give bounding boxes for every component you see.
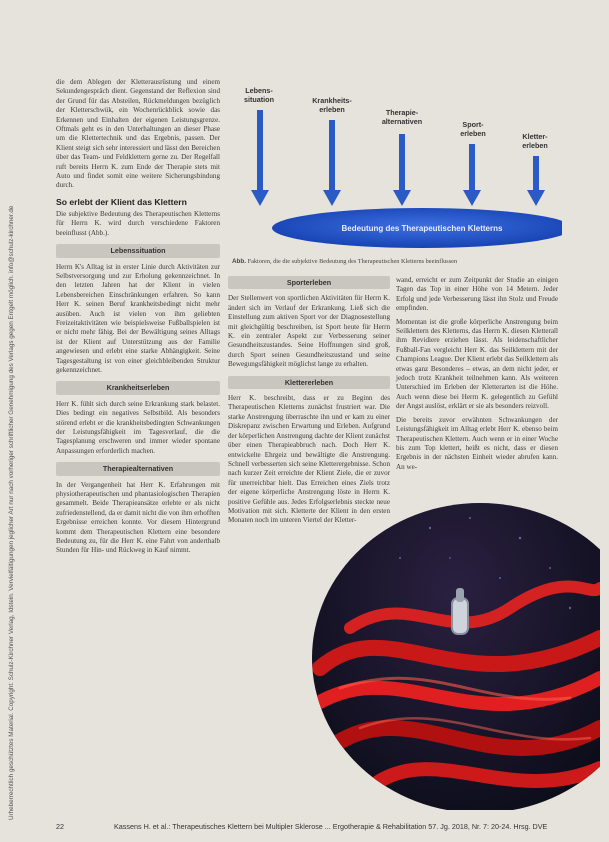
subheading-sporterleben: Sporterleben xyxy=(228,276,390,289)
intro-paragraph: die dem Ablegen der Kletterausrüstung und einem Sekundengespräch dient. Gegenstand der Reflexion sind der Grund für das Absteilen, Rückmeldungen bezüglich der Kletterschwük, ein Wochenrückblick sowie das Erkennen und Einhalten der eigenen Leistungsgrenze. Oftmals geht es in den Unterhaltungen an dieser Phase um die Klettertechnik und das Ergebnis, passen. Der Klient steigt sich sehr interessiert und lässt den Bereichen über das Team- und Feldklettern gerne zu. Der Regelfall ruft bereits Herrn K. zum Ende der Therapie stets mit Auto und findet somit eine weitere Sicherungsbindung durch. xyxy=(56,78,220,190)
arrow-klettererleben xyxy=(527,156,545,206)
column-right xyxy=(396,276,558,476)
footer-citation: Kassens H. et al.: Therapeutisches Klettern bei Multipler Sklerose ... Ergotherapie & Rehabilitation 57. Jg. 2018, Nr. 7: 20-24. Hrsg. DVE xyxy=(114,822,548,831)
subheading-krankheitserleben: Krankheitserleben xyxy=(56,381,220,394)
subheading-therapiealternativen: Therapiealternativen xyxy=(56,462,220,475)
paragraph-right-3: Die bereits zuvor erwähnten Schwankungen der Leistungsfähigkeit im Alltag erlebt Herr K. ebenso beim Therapeutischen Klettern. Auch wenn er in einer Woche bis zum Top klettert, heißt es nicht, dass er diesen Ergebnis in der nächsten Einheit wieder abrufen kann. An we- xyxy=(396,415,558,471)
figure-caption xyxy=(232,258,562,265)
paragraph-right-2: Momentan ist die große körperliche Anstrengung beim Seilklettern des Kletterns, das Herrn K. diesen Kletterall ihm Revidiere erziehen lässt. Als leidenschaftlicher Fußball-Fan vergleicht Herr K. das Seilklettern mit der Champions League. Der Klient erlebt das Seilklettern als etwas ganz Besonderes – etwas, an dem nicht jeder, er jedoch trotz Krankheit teilnehmen kann. Als weiteren Unterschied im Erleben der Kletterarten ist die Höhe. Auch wenn diese bei Herrn K. gelegentlich zu Gefühl der Angst auslöst, erklärt er sie als besonders reizvoll. xyxy=(396,317,558,411)
arrow-sporterleben xyxy=(463,144,481,206)
label-sporterleben: Sport- erleben xyxy=(460,120,486,138)
caption-text: Faktoren, die die subjektive Bedeutung des Therapeutischen Kletterns beeinflussen xyxy=(247,258,458,265)
ellipse-label: Bedeutung des Therapeutischen Kletterns xyxy=(341,224,503,233)
page-number: 22 xyxy=(56,822,64,831)
copyright-watermark: Urheberrechtlich geschütztes Material. Copyright: Schulz-Kirchner Verlag, Idstein. Vervielfältigungen jeglicher Art nur nach vorheriger schriftlicher Genehmigung des Verlags gegen Entgelt möglich. info@schulz-kirchner.de xyxy=(8,205,15,820)
arrow-lebenssituation xyxy=(251,110,269,206)
subheading-klettererleben: Klettererleben xyxy=(228,376,390,389)
climbing-rope-photo xyxy=(310,448,600,810)
paragraph-sporterleben: Der Stellenwert von sportlichen Aktivitäten für Herrn K. ändert sich im Verlauf der Erkrankung. Ließ sich die Einstellung zum aktiven Sport vor der Diagnosestellung mit gleichgültig beschreiben, ist Sport heute für Herrn K. ein zentraler Aspekt zur Verbesserung seiner Gesundheitszustandes. Seine Hoffnungen sind groß, durch Sport seinen Gesundheitszustand und seine Bewegungsfähigkeit möglichst lange zu erhalten. xyxy=(228,294,390,369)
arrow-therapiealternativen xyxy=(393,134,411,206)
factors-diagram xyxy=(232,80,562,250)
paragraph-lebenssituation: Herrn K's Alltag ist in erster Linie durch Aktivitäten zur Selbstversorgung und zur Erholung gekennzeichnet. In den letzten Jahren hat der Klient in vielen Lebensbereichen Einschränkungen erfahren. So kann Herr K. seinen Beruf krankheitsbedingt nicht mehr ausüben. Auch ist vielen von ihm geliebten Freizeitaktivitäten wie beispielsweise Fußballspielen ist er nicht mehr fähig. Bei der Bewältigung seines Alltags ist der Klient auf Unterstützung aus der Familie angewiesen und erlebt eine starke Abhängigkeit. Seine Tagesgestaltung ist von einer gleichbleibenden Struktur gekennzeichnet. xyxy=(56,262,220,374)
paragraph-krankheitserleben: Herr K. fühlt sich durch seine Erkrankung stark belastet. Dies bedingt ein negatives Selbstbild. Als besonders störend erlebt er die krankheitsbedingten Schwankungen der Leistungsfähigkeit im Tagesverlauf, die die Tagesplanung erschweren und immer wieder spontane Anpassungen erforderlich machen. xyxy=(56,399,220,455)
arrow-krankheitserleben xyxy=(323,120,341,206)
paragraph-right-1: wand, erreicht er zum Zeitpunkt der Studie an einigen Tagen das Top in einer Höhe von 14 Metern. Jeder Erfolg und jede Verbesserung lässt ihn Stolz und Freude empfinden. xyxy=(396,276,558,313)
column-left xyxy=(56,78,220,560)
diagram-svg xyxy=(232,80,562,250)
label-therapiealternativen: Therapie- alternativen xyxy=(381,108,423,126)
caption-label: Abb. xyxy=(232,258,246,265)
label-krankheitserleben: Krankheits- erleben xyxy=(312,96,352,114)
subheading-lebenssituation: Lebenssituation xyxy=(56,244,220,257)
paragraph-klettererleben: Herr K. beschreibt, dass er zu Beginn des Therapeutischen Kletterns zunächst frustriert war. Die starke Anstrengung überraschte ihn und er kam zu einer Diskrepanz zwischen Erwartung und Erleben. Aufgrund der körperlichen Anstrengung dachte der Klient zunächst über einen Therapieabbruch nach. Doch Herr K. entwickelte Ehrgeiz und bewältigte die Anstrengung. Schnell verbesserten sich seine Kletterergebnisse. Schon nach kurzer Zeit erreichte der Klient Ziele, die er zuvor für unerreichbar hielt. Das Erreichen eines Ziels trotz der eigene körperliche Anstrengung löste in Herrn K. positive Gefühle aus. Jedes Erfolgserlebnis steckte neue Motivation mit sich. Kletterte der Klient in den ersten Monaten noch im unteren Viertel der Kletter- xyxy=(228,394,390,525)
label-lebenssituation: Lebens- situation xyxy=(244,86,274,104)
label-klettererleben: Kletter- erleben xyxy=(522,132,548,150)
section-intro-paragraph: Die subjektive Bedeutung des Therapeutischen Kletterns für Herrn K. wird durch verschiedene Faktoren beeinflusst (Abb.). xyxy=(56,209,220,237)
section-heading: So erlebt der Klient das Klettern xyxy=(56,196,187,207)
paragraph-therapiealternativen: In der Vergangenheit hat Herr K. Erfahrungen mit physiotherapeutischen und phantasiologischen Therapien gesammelt. Beide Therapieansätze erlebte er als nicht zufriedenstellend, da er damit nicht die von ihm erhofften Ergebnisse erreichen konnte. Vor diesem Hintergrund kommt dem Therapeutischen Klettern eine besondere Bedeutung zu, für die Herr K. eine Fahrt von anderthalb Stunden für Hin- und Rückweg in Kauf nimmt. xyxy=(56,480,220,555)
